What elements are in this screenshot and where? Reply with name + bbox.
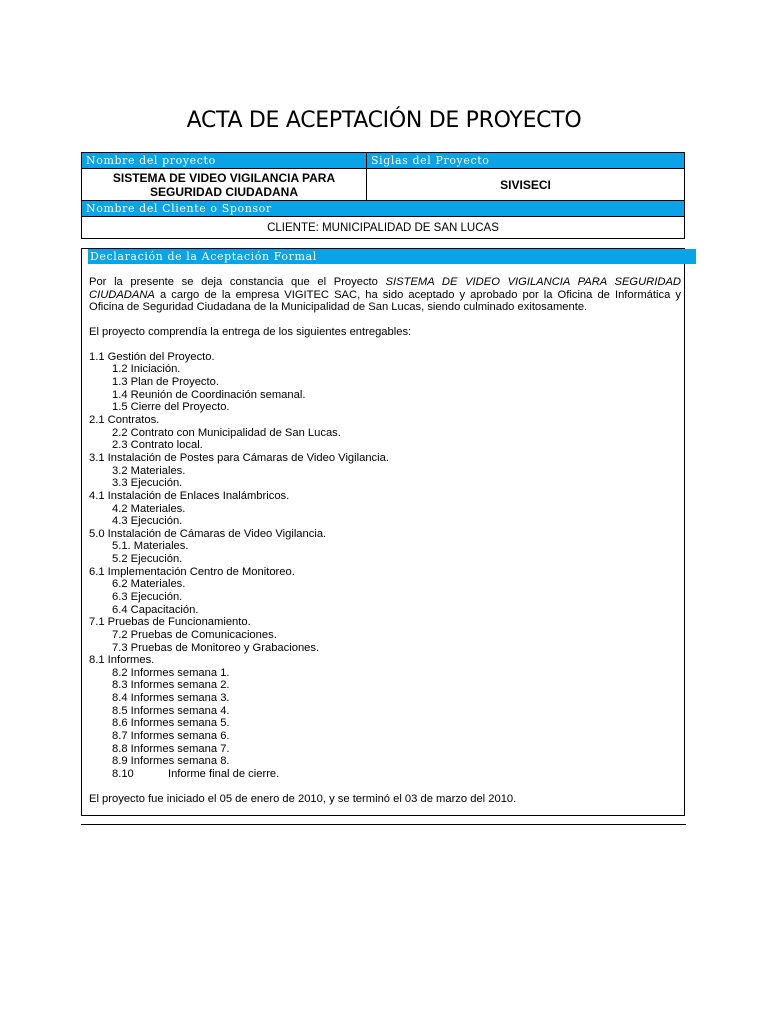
deliverable-item: 8.2 Informes semana 1. (112, 666, 230, 679)
deliverable-item: 7.3 Pruebas de Monitoreo y Grabaciones. (112, 641, 320, 654)
acronym-label: Siglas del Proyecto (367, 153, 685, 169)
deliverable-item: 6.3 Ejecución. (112, 590, 183, 603)
deliverable-item: 7.2 Pruebas de Comunicaciones. (112, 628, 277, 641)
deliverable-item: 1.1 Gestión del Proyecto. (89, 350, 215, 363)
deliverable-item: 2.3 Contrato local. (112, 439, 203, 452)
deliverable-item: 8.3 Informes semana 2. (112, 679, 230, 692)
acronym-value: SIVISECI (367, 169, 685, 201)
deliverable-item: 6.2 Materiales. (112, 578, 186, 591)
deliverable-item: 3.1 Instalación de Postes para Cámaras de Video Vigilancia. (89, 451, 389, 464)
deliverable-item: 1.2 Iniciación. (112, 363, 181, 376)
deliverable-item: 5.2 Ejecución. (112, 553, 183, 566)
deliverable-item: 3.2 Materiales. (112, 464, 186, 477)
deliverable-item: 8.6 Informes semana 5. (112, 717, 230, 730)
deliverables-list (89, 351, 681, 781)
deliverable-item: 8.7 Informes semana 6. (112, 730, 230, 743)
project-header-table (81, 152, 685, 239)
deliverable-item: 8.8 Informes semana 7. (112, 742, 230, 755)
deliverable-item: 6.4 Capacitación. (112, 603, 199, 616)
closing-statement: El proyecto fue iniciado el 05 de enero de 2010, y se terminó el 03 de marzo del 2010. (89, 792, 517, 805)
deliverables-intro: El proyecto comprendía la entrega de los siguientes entregables: (89, 326, 412, 339)
deliverable-item: 6.1 Implementación Centro de Monitoreo. (89, 565, 295, 578)
deliverable-item: 1.4 Reunión de Coordinación semanal. (112, 388, 306, 401)
deliverable-item: 4.2 Materiales. (112, 502, 186, 515)
deliverable-item: 2.2 Contrato con Municipalidad de San Lucas. (112, 426, 341, 439)
deliverable-item: 8.5 Informes semana 4. (112, 704, 230, 717)
deliverable-item: 2.1 Contratos. (89, 414, 160, 427)
client-label: Nombre del Cliente o Sponsor (82, 201, 685, 217)
project-name-value: SISTEMA DE VIDEO VIGILANCIA PARA SEGURIDAD CIUDADANA (82, 169, 367, 201)
deliverable-item: 8.4 Informes semana 3. (112, 692, 230, 705)
deliverable-item: 5.0 Instalación de Cámaras de Video Vigilancia. (89, 527, 327, 540)
declaration-label: Declaración de la Aceptación Formal (88, 249, 696, 264)
client-value: CLIENTE: MUNICIPALIDAD DE SAN LUCAS (82, 217, 685, 239)
deliverable-item: 1.3 Plan de Proyecto. (112, 376, 219, 389)
deliverable-item: 5.1. Materiales. (112, 540, 189, 553)
deliverable-item: 8.9 Informes semana 8. (112, 755, 230, 768)
deliverable-item: 3.3 Ejecución. (112, 477, 183, 490)
declaration-content (89, 276, 681, 817)
deliverable-item: 4.1 Instalación de Enlaces Inalámbricos. (89, 489, 290, 502)
deliverable-item: 4.3 Ejecución. (112, 515, 183, 528)
project-name-label: Nombre del proyecto (82, 153, 367, 169)
deliverable-item: 8.1 Informes. (89, 654, 155, 667)
deliverable-item: 8.10 Informe final de cierre. (112, 767, 280, 780)
bottom-rule (81, 824, 686, 825)
document-title: ACTA DE ACEPTACIÓN DE PROYECTO (186, 108, 582, 133)
deliverable-item: 7.1 Pruebas de Funcionamiento. (89, 616, 251, 629)
project-name-italic: SISTEMA DE VIDEO VIGILANCIA PARA SEGURIDAD CIUDADANA (89, 276, 681, 301)
deliverable-item: 1.5 Cierre del Proyecto. (112, 401, 230, 414)
declaration-intro: Por la presente se deja constancia que el Proyecto SISTEMA DE VIDEO VIGILANCIA PARA SEGURIDAD CIUDADANA a cargo de la empresa VIGITEC SAC, ha sido aceptado y aprobado por la Oficina de Informática y Oficina de Seguridad Ciudadana de la Municipalidad de San Lucas, siendo culminado exitosamente. (89, 276, 681, 314)
